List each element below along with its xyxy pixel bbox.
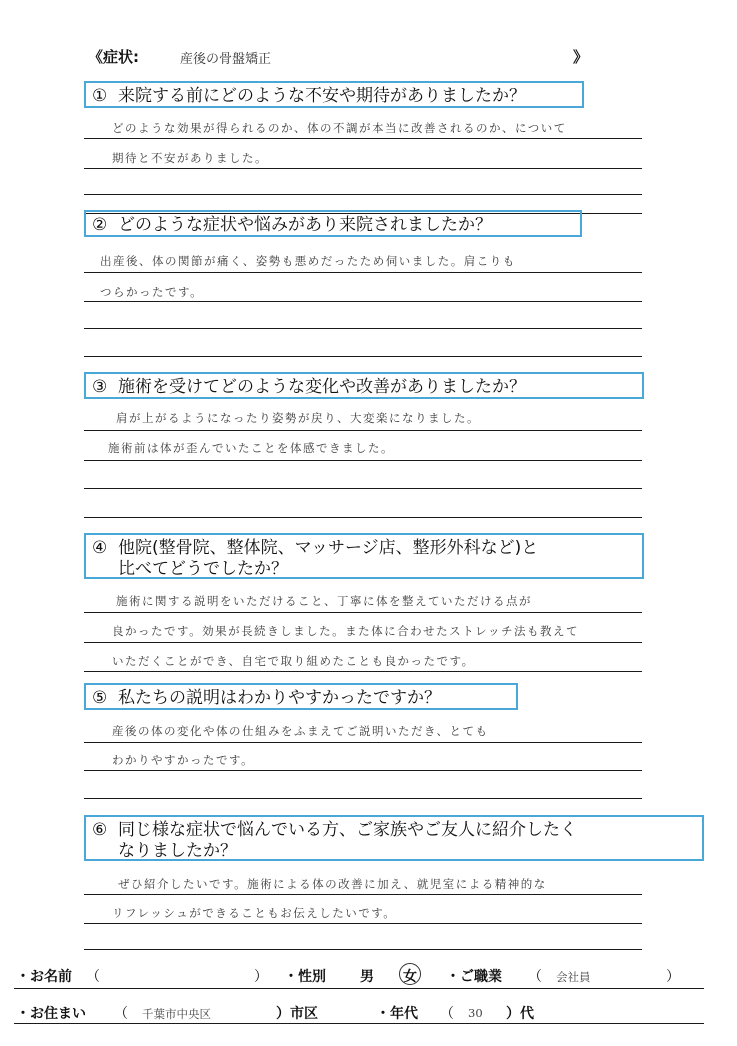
question-text: 同じ様な症状で悩んでいる方、ご家族やご友人に紹介したく bbox=[118, 820, 577, 840]
answer-1-line-1: どのような効果が得られるのか、体の不調が本当に改善されるのか、について bbox=[112, 121, 567, 135]
answer-rule bbox=[84, 798, 642, 799]
answer-4-line-3: いただくことができ、自宅で取り組めたことも良かったです。 bbox=[112, 654, 475, 668]
name-label: ・お名前 bbox=[16, 969, 72, 985]
answer-rule bbox=[84, 949, 642, 950]
answer-rule bbox=[84, 272, 642, 273]
answer-6-line-1: ぜひ紹介したいです。施術による体の改善に加え、就児室による精神的な bbox=[118, 877, 547, 891]
answer-rule bbox=[84, 642, 642, 643]
symptom-field bbox=[88, 46, 588, 70]
question-2-box bbox=[84, 210, 582, 237]
answer-rule bbox=[84, 894, 642, 895]
question-number: ⑥ bbox=[92, 820, 108, 840]
answer-rule bbox=[84, 517, 642, 518]
question-text: どのような症状や悩みがあり来院されましたか？ bbox=[118, 215, 492, 235]
question-6-box bbox=[84, 815, 704, 861]
question-number: ③ bbox=[92, 377, 108, 397]
question-1-box bbox=[84, 81, 584, 108]
answer-4-line-2: 良かったです。効果が長続きしました。また体に合わせたストレッチ法も教えて bbox=[112, 624, 579, 638]
question-text: 私たちの説明はわかりやすかったですか？ bbox=[118, 688, 441, 708]
answer-rule bbox=[84, 612, 642, 613]
answer-rule bbox=[84, 923, 642, 924]
question-text: 施術を受けてどのような変化や改善がありましたか？ bbox=[118, 377, 526, 397]
age-value: 30 bbox=[468, 1006, 483, 1020]
age-close: ）代 bbox=[506, 1006, 534, 1022]
answer-rule bbox=[84, 168, 642, 169]
address-close: ）市区 bbox=[276, 1006, 318, 1022]
question-number: ① bbox=[92, 86, 108, 106]
answer-4-line-1: 施術に関する説明をいただけること、丁寧に体を整えていただける点が bbox=[116, 594, 532, 608]
question-text-line-2: なりましたか？ bbox=[118, 841, 237, 861]
answer-3-line-1: 肩が上がるようになったり姿勢が戻り、大変楽になりました。 bbox=[116, 411, 480, 425]
job-value: 会社員 bbox=[556, 970, 591, 984]
answer-rule bbox=[84, 138, 642, 139]
name-open-paren: （ bbox=[86, 969, 100, 985]
question-4-box bbox=[84, 533, 644, 579]
answer-rule bbox=[84, 488, 642, 489]
gender-selected-circle bbox=[399, 963, 421, 985]
question-number: ④ bbox=[92, 538, 108, 558]
answer-rule bbox=[84, 742, 642, 743]
job-close-paren: ） bbox=[666, 969, 680, 985]
answer-5-line-1: 産後の体の変化や体の仕組みをふまえてご説明いただき、とても bbox=[112, 724, 489, 738]
answer-rule bbox=[84, 356, 642, 357]
question-number: ② bbox=[92, 215, 108, 235]
question-text-line-2: 比べてどうでしたか？ bbox=[118, 559, 288, 579]
gender-label: ・性別 bbox=[284, 969, 326, 985]
answer-rule bbox=[84, 770, 642, 771]
gender-male: 男 bbox=[360, 969, 374, 985]
answer-2-line-2: つらかったです。 bbox=[100, 285, 204, 299]
footer-rule-1 bbox=[14, 988, 704, 989]
job-label: ・ご職業 bbox=[446, 969, 502, 985]
age-label: ・年代 bbox=[376, 1006, 418, 1022]
question-text: 他院(整骨院、整体院、マッサージ店、整形外科など)と bbox=[118, 538, 539, 558]
answer-rule bbox=[84, 430, 642, 431]
symptom-close-bracket: 》 bbox=[572, 48, 588, 66]
answer-2-line-1: 出産後、体の関節が痛く、姿勢も悪めだったため伺いました。肩こりも bbox=[100, 254, 516, 268]
answer-rule bbox=[84, 301, 642, 302]
question-text: 来院する前にどのような不安や期待がありましたか？ bbox=[118, 86, 526, 106]
gender-female: 女 bbox=[403, 969, 417, 985]
age-open-paren: （ bbox=[440, 1006, 454, 1022]
question-5-box bbox=[84, 683, 518, 710]
answer-5-line-2: わかりやすかったです。 bbox=[112, 753, 255, 767]
question-number: ⑤ bbox=[92, 688, 108, 708]
question-3-box bbox=[84, 372, 644, 399]
answer-rule bbox=[84, 194, 642, 195]
answer-3-line-2: 施術前は体が歪んでいたことを体感できました。 bbox=[108, 441, 394, 455]
answer-1-line-2: 期待と不安がありました。 bbox=[112, 151, 268, 165]
address-value: 千葉市中央区 bbox=[142, 1007, 211, 1021]
answer-rule bbox=[84, 671, 642, 672]
answer-rule bbox=[84, 328, 642, 329]
address-open-paren: （ bbox=[114, 1006, 128, 1022]
address-label: ・お住まい bbox=[16, 1006, 86, 1022]
symptom-label: 《症状: bbox=[88, 48, 139, 66]
answer-6-line-2: リフレッシュができることもお伝えしたいです。 bbox=[112, 906, 397, 920]
job-open-paren: （ bbox=[528, 969, 542, 985]
footer-rule-2 bbox=[14, 1023, 704, 1024]
answer-rule bbox=[84, 460, 642, 461]
name-close-paren: ） bbox=[254, 969, 268, 985]
symptom-value: 産後の骨盤矯正 bbox=[180, 52, 272, 67]
